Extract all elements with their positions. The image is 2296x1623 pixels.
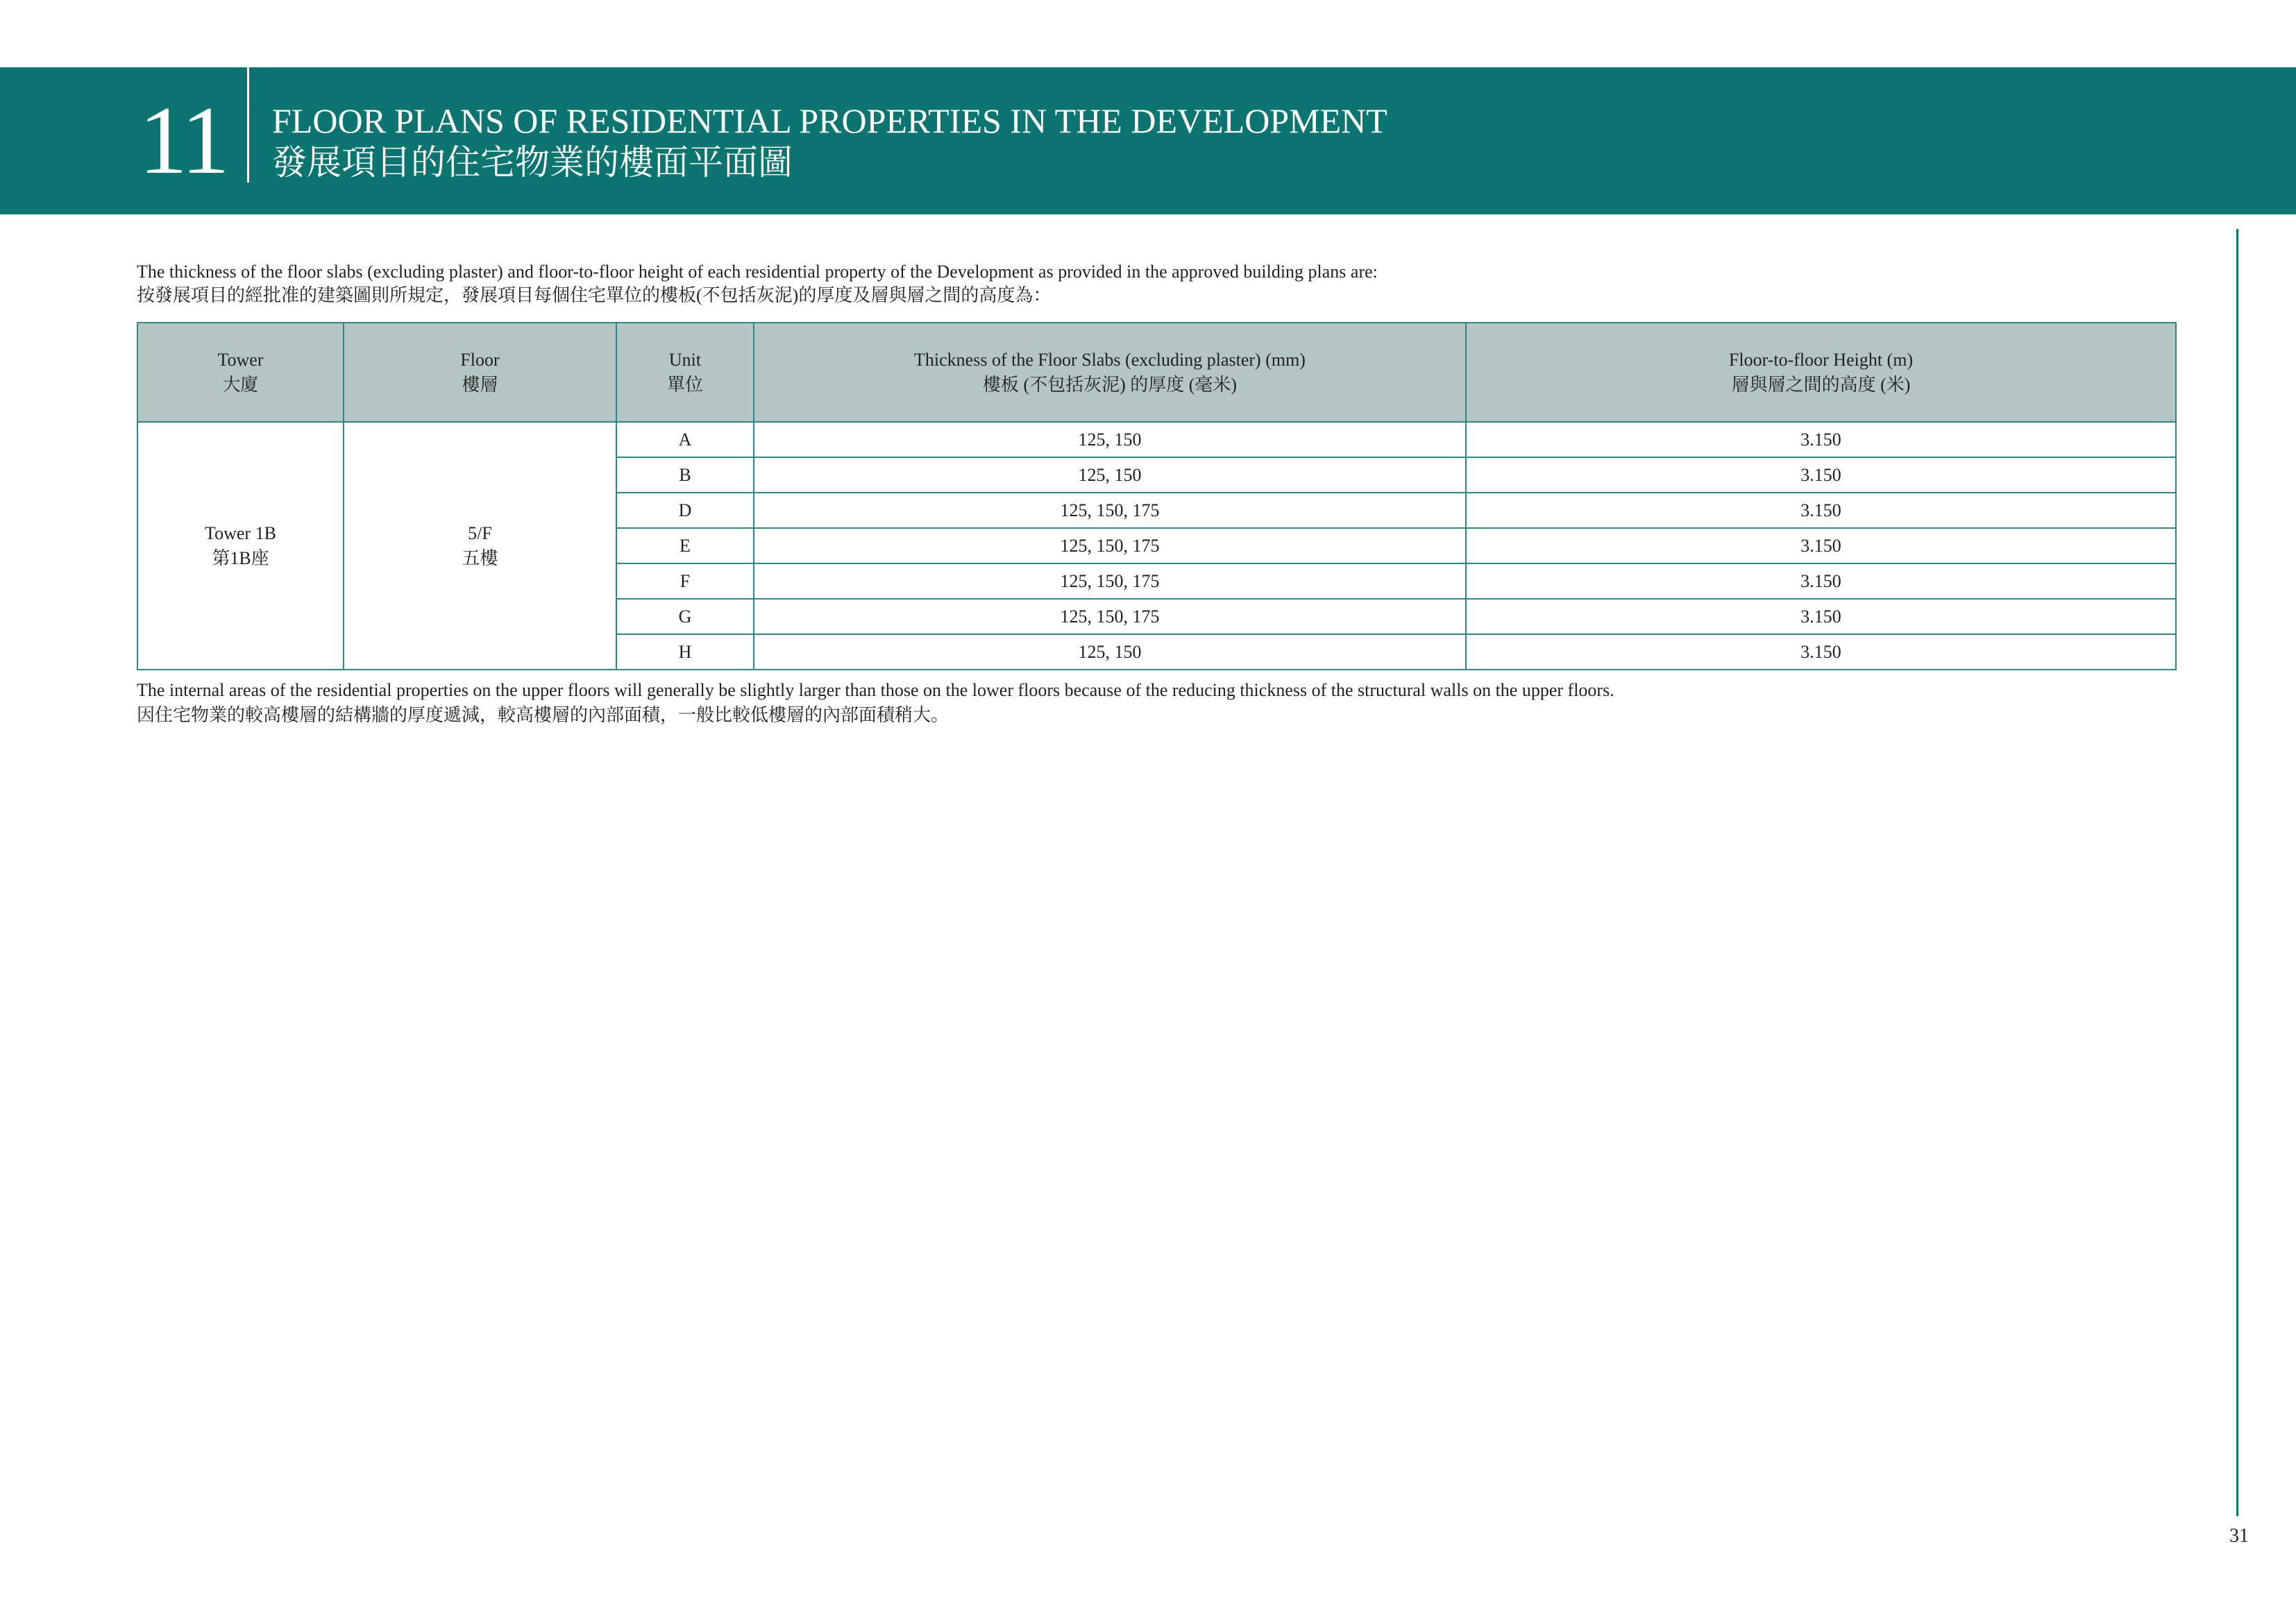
section-number: 11 xyxy=(139,87,227,194)
table-header-row xyxy=(137,323,2176,422)
unit-cell: D xyxy=(616,493,754,528)
unit-cell: F xyxy=(616,563,754,599)
intro-text-zh: 按發展項目的經批准的建築圖則所規定，發展項目每個住宅單位的樓板(不包括灰泥)的厚度及層與層之間的高度為： xyxy=(137,285,1052,305)
thickness-cell: 125, 150 xyxy=(754,634,1466,670)
floor-cell xyxy=(344,422,616,670)
column-header-height-zh: 層與層之間的高度 (米) xyxy=(1731,374,1911,395)
note-text-en: The internal areas of the residential properties on the upper floors will generally be slightly larger than those on the lower floors because of the reducing thickness of the structural walls on the upper floors. xyxy=(137,680,1614,700)
height-cell: 3.150 xyxy=(1466,599,2176,634)
thickness-cell: 125, 150 xyxy=(754,457,1466,493)
height-cell: 3.150 xyxy=(1466,422,2176,457)
thickness-cell: 125, 150 xyxy=(754,422,1466,457)
note-text-zh: 因住宅物業的較高樓層的結構牆的厚度遞減，較高樓層的內部面積，一般比較低樓層的內部面積稍大。 xyxy=(137,705,949,725)
unit-cell: H xyxy=(616,634,754,670)
floor-name-zh: 五樓 xyxy=(462,547,498,568)
column-header-thickness xyxy=(754,323,1466,422)
column-header-tower-zh: 大廈 xyxy=(222,374,259,395)
column-header-tower-en: Tower xyxy=(217,349,264,370)
column-header-thickness-zh: 樓板 (不包括灰泥) 的厚度 (毫米) xyxy=(982,374,1238,395)
unit-cell: A xyxy=(616,422,754,457)
table-row xyxy=(137,422,2176,457)
height-cell: 3.150 xyxy=(1466,457,2176,493)
page-title-zh: 發展項目的住宅物業的樓面平面圖 xyxy=(272,143,793,182)
column-header-floor xyxy=(344,323,616,422)
unit-cell: E xyxy=(616,528,754,563)
unit-cell: G xyxy=(616,599,754,634)
column-header-tower xyxy=(137,323,344,422)
header-divider xyxy=(247,67,249,182)
right-margin-rule xyxy=(2236,229,2238,1516)
floor-slab-table xyxy=(137,322,2177,670)
column-header-unit-zh: 單位 xyxy=(666,374,703,395)
thickness-cell: 125, 150, 175 xyxy=(754,563,1466,599)
height-cell: 3.150 xyxy=(1466,563,2176,599)
height-cell: 3.150 xyxy=(1466,634,2176,670)
page-number: 31 xyxy=(2229,1525,2249,1547)
column-header-floor-en: Floor xyxy=(460,349,500,370)
tower-cell xyxy=(137,422,344,670)
tower-name-en: Tower 1B xyxy=(205,522,276,543)
page-title-en: FLOOR PLANS OF RESIDENTIAL PROPERTIES IN THE DEVELOPMENT xyxy=(272,101,1387,140)
tower-name-zh: 第1B座 xyxy=(212,547,269,568)
column-header-height xyxy=(1466,323,2176,422)
unit-cell: B xyxy=(616,457,754,493)
column-header-unit-en: Unit xyxy=(668,349,702,370)
column-header-thickness-en: Thickness of the Floor Slabs (excluding plaster) (mm) xyxy=(914,349,1306,370)
column-header-unit xyxy=(616,323,754,422)
floor-name-en: 5/F xyxy=(468,522,492,543)
intro-text-en: The thickness of the floor slabs (excluding plaster) and floor-to-floor height of each residential property of the Development as provided in the approved building plans are: xyxy=(137,262,1378,282)
column-header-height-en: Floor-to-floor Height (m) xyxy=(1728,349,1914,370)
thickness-cell: 125, 150, 175 xyxy=(754,493,1466,528)
height-cell: 3.150 xyxy=(1466,493,2176,528)
height-cell: 3.150 xyxy=(1466,528,2176,563)
thickness-cell: 125, 150, 175 xyxy=(754,528,1466,563)
column-header-floor-zh: 樓層 xyxy=(462,374,498,395)
thickness-cell: 125, 150, 175 xyxy=(754,599,1466,634)
